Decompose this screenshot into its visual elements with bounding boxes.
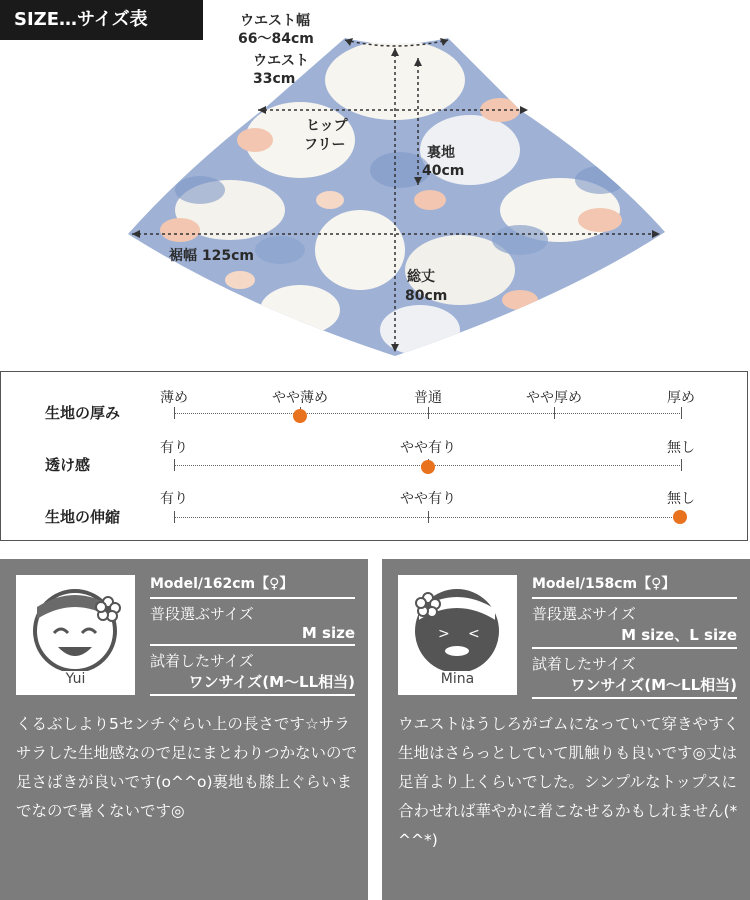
- thickness-scale-0: 薄め: [160, 390, 188, 406]
- review-card-mina: [382, 559, 750, 900]
- usual-size-label: 普段選ぶサイズ: [150, 605, 254, 623]
- tried-size-label: 試着したサイズ: [150, 652, 254, 670]
- stretch-scale-1: やや有り: [400, 491, 456, 507]
- stretch-marker: [673, 510, 687, 524]
- thickness-scale-1: やや薄め: [272, 390, 328, 406]
- thickness-tick: [554, 407, 555, 419]
- hem-label: 裾幅 125cm: [169, 248, 254, 264]
- size-chart-title: SIZE…サイズ表: [0, 0, 203, 40]
- thickness-marker: [293, 409, 307, 423]
- thickness-tick: [174, 407, 175, 419]
- skirt-illustration: [0, 0, 750, 362]
- review-comment: ウエストはうしろがゴムになっていて穿きやすく生地はさらっとしていて肌触りも良いです◎丈は足首より上くらいでした。シンプルなトップスに合わせれば華やかに着こなせるかもしれません(*^^*): [398, 715, 740, 849]
- tried-size-value: ワンサイズ(M〜LL相当): [150, 671, 355, 696]
- usual-size-value: M size、L size: [532, 624, 737, 649]
- sheerness-tick: [681, 459, 682, 471]
- sheerness-scale-1: やや有り: [400, 440, 456, 456]
- size-chart: [0, 0, 750, 362]
- sheerness-scale-0: 有り: [160, 440, 188, 456]
- review-comment: くるぶしより5センチぐらい上の長さです☆サラサラした生地感なので足にまとわりつかないので足さばきが良いです(o^^o)裏地も膝上ぐらいまでなので暑くないです◎: [16, 715, 358, 820]
- stretch-tick: [428, 511, 429, 523]
- svg-text:<: <: [468, 626, 480, 642]
- tried-size-value: ワンサイズ(M〜LL相当): [532, 674, 737, 699]
- waist-width-label: ウエスト幅: [240, 13, 310, 29]
- thickness-label: 生地の厚み: [45, 404, 121, 422]
- smiling-face-icon: [16, 575, 135, 671]
- thickness-scale-2: 普通: [414, 390, 442, 406]
- thickness-scale-3: やや厚め: [526, 390, 582, 406]
- model-height: Model/158cm【♀】: [532, 573, 737, 599]
- reviewer-info: [150, 573, 355, 696]
- lining-value: 40cm: [422, 163, 465, 179]
- reviewer-name: Mina: [440, 671, 475, 687]
- sheerness-scale-2: 無し: [667, 440, 695, 456]
- reviewer-name: Yui: [65, 671, 86, 687]
- hip-value: フリー: [304, 137, 346, 153]
- thickness-tick: [428, 407, 429, 419]
- length-label: 総丈: [407, 269, 435, 285]
- usual-size-value: M size: [150, 624, 355, 646]
- winking-face-icon: [398, 575, 517, 671]
- stretch-scale-0: 有り: [160, 491, 188, 507]
- avatar: [16, 575, 135, 695]
- svg-text:>: >: [438, 626, 450, 642]
- reviewer-info: [532, 573, 737, 699]
- avatar: [398, 575, 517, 695]
- review-card-yui: [0, 559, 368, 900]
- lining-label: 裏地: [427, 145, 455, 161]
- thickness-tick: [681, 407, 682, 419]
- usual-size-label: 普段選ぶサイズ: [532, 605, 636, 623]
- waist-width-value: 66〜84cm: [238, 31, 314, 47]
- waist-label: ウエスト: [253, 53, 309, 69]
- stretch-label: 生地の伸縮: [45, 508, 121, 526]
- tried-size-label: 試着したサイズ: [532, 655, 636, 673]
- sheerness-marker: [421, 460, 435, 474]
- sheerness-tick: [174, 459, 175, 471]
- thickness-scale-4: 厚め: [667, 390, 695, 406]
- hip-label: ヒップ: [306, 118, 348, 134]
- waist-value: 33cm: [253, 71, 296, 87]
- fabric-feel-panel: [0, 371, 748, 541]
- length-value: 80cm: [405, 288, 448, 304]
- stretch-scale-2: 無し: [667, 491, 695, 507]
- sheerness-label: 透け感: [45, 456, 91, 474]
- stretch-tick: [174, 511, 175, 523]
- model-height: Model/162cm【♀】: [150, 573, 355, 599]
